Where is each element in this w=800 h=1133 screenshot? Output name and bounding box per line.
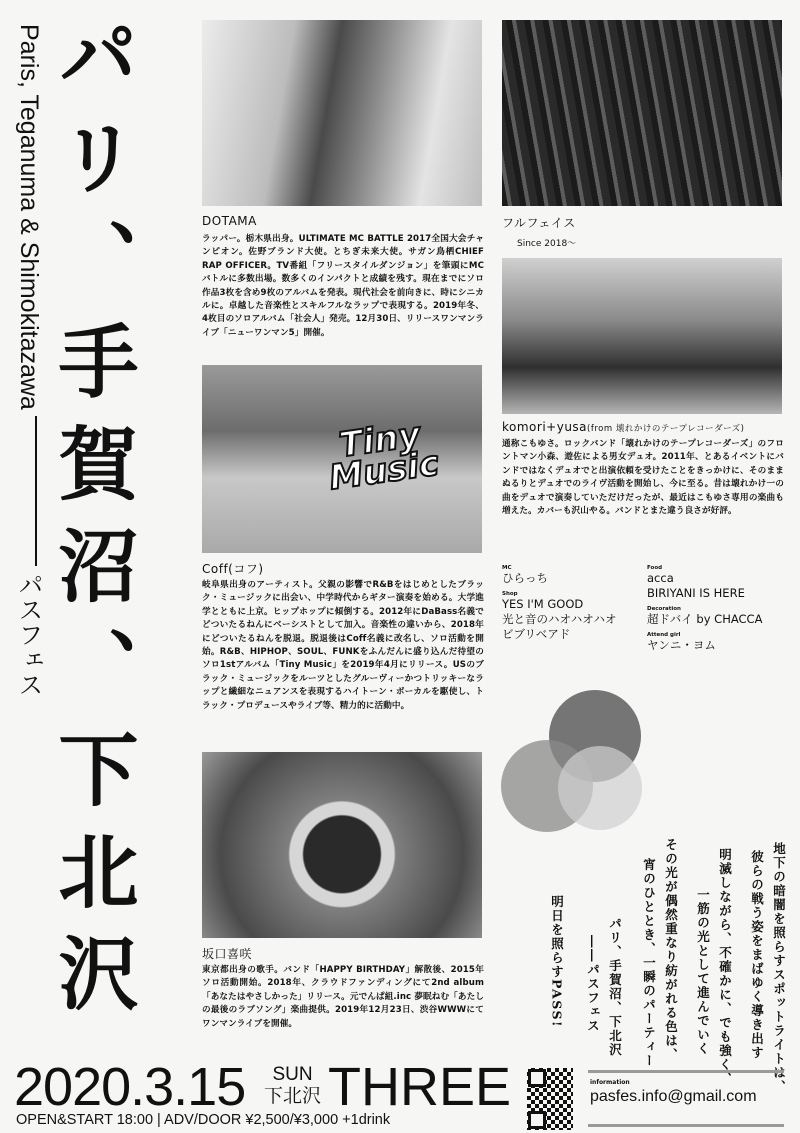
artist-bio-sakaguchi: 東京都出身の歌手。バンド「HAPPY BIRTHDAY」解散後、2015年ソロ活動開始。2018年、クラウドファンディングにて2nd album「あなたはやさしかった」リリース。元でんぱ組.inc 夢眠ねむ「あたしの最後のラブソング」楽曲提供。2019年12月23日、渋谷WWWにてワンマンライブを開催。 xyxy=(202,965,484,1029)
qr-code[interactable] xyxy=(527,1068,573,1130)
staff-label-mc: MC xyxy=(502,565,512,571)
dotama-photo xyxy=(202,20,482,206)
staff-label-decoration: Decoration xyxy=(647,606,681,612)
artist-bio-coff: 岐阜県出身のアーティスト。父親の影響でR&Bをはじめとしたブラック・ミュージックに出会い、中学時代からギター演奏を始める。大学進学とともに上京。ヒップホップに傾倒する。2012年にDaBass名義でどついたるねんにベーシストとして加入。音楽性の違いから、2018年にどついたるねんを脱退。脱退後はCoff名義に改名し、ソロ活動を開始。R&B、HIPHOP、SOUL、FUNKをふんだんに盛り込んだ待望のソロ1stアルバム「Tiny Music」を2019年4月にリリース。USのブラック・ミュージックをルーツとしたグルーヴィーかつトリッキーなラップと繊細なニュアンスを表現するハイトーン・ボーカルを駆使し、トラック・プロデュースやライブ等、精力的に活動中。 xyxy=(202,580,484,711)
artist-name-komori-yusa xyxy=(502,420,744,434)
staff-column-left xyxy=(502,565,632,642)
overlapping-circles-graphic xyxy=(500,688,650,838)
staff-label-food: Food xyxy=(647,565,663,571)
poem-line-3: 明滅しながら、不確かに、でも強く、 xyxy=(717,848,733,1086)
staff-shop-0: YES I'M GOOD xyxy=(502,597,584,611)
circle-right xyxy=(558,746,642,830)
staff-shop-2: ビブリベアド xyxy=(502,627,571,641)
artist-name-sakaguchi: 坂口喜咲 xyxy=(202,947,253,961)
tiny-music-logo: Tiny Music xyxy=(326,414,442,498)
poem-line-1: 地下の暗闇を照らすスポットライトは、 xyxy=(771,842,787,1094)
staff-mc-0: ひらっち xyxy=(502,571,548,585)
artist-name-fullface: フルフェイス xyxy=(502,216,576,230)
komori-yusa-photo xyxy=(502,258,782,414)
staff-label-attend: Attend girl xyxy=(647,632,681,638)
staff-attend-0: ヤンニ・ヨム xyxy=(647,638,716,652)
poem-line-7: パリ、手賀沼、下北沢 xyxy=(607,917,623,1057)
info-rule-top xyxy=(588,1070,784,1073)
event-area: 下北沢 xyxy=(264,1086,322,1107)
artist-name: komori+yusa xyxy=(502,420,588,434)
staff-shop-1: 光と音のハオハオハオ xyxy=(502,612,617,626)
info-email-link[interactable]: pasfes.info@gmail.com xyxy=(590,1088,757,1105)
poem-line-2: 彼らの戦う姿をまばゆく導き出す xyxy=(749,850,765,1060)
info-rule-bottom xyxy=(588,1124,784,1127)
staff-column-right xyxy=(647,565,787,653)
artist-since-fullface: Since 2018〜 xyxy=(517,239,577,249)
event-venue: THREE xyxy=(328,1057,512,1117)
event-day-area xyxy=(264,1064,321,1108)
poem-line-4: 一筋の光として進んでいく xyxy=(695,888,711,1056)
artist-bio-komori-yusa: 通称こもゆさ。ロックバンド「壊れかけのテープレコーダーズ」のフロントマン小森、遊佐による男女デュオ。2011年、とあるイベントにバンドではなくデュオでと出演依頼を受けたことをきっかけに、そのままぬるりとデュオでのライヴ活動を開始し、今に至る。昔は壊れかけ一の曲をデュオで演奏していただけだったが、最近はこもゆさ専用の楽曲も増えた。カバーも沢山やる。バンドとまた違う良さが好評。 xyxy=(502,439,784,517)
staff-food-1: BIRIYANI IS HERE xyxy=(647,586,745,600)
subtitle-brand: パスフェス xyxy=(15,571,43,697)
subtitle-dash xyxy=(35,416,37,566)
artist-name-dotama: DOTAMA xyxy=(202,214,257,228)
artist-name-coff: Coff(コフ) xyxy=(202,562,264,576)
poem-line-6: 宵のひととき、一瞬のパーティー xyxy=(641,858,657,1068)
info-label: information xyxy=(590,1079,630,1086)
artist-name-note: (from 壊れかけのテープレコーダーズ) xyxy=(587,424,745,434)
poster-title: パリ、手賀沼、下北沢 xyxy=(45,14,139,1034)
poem-line-5: その光が偶然重なり紡がれる色は、 xyxy=(663,838,679,1062)
event-date: 2020.3.15 xyxy=(14,1057,246,1117)
poster-subtitle xyxy=(16,24,41,697)
event-day: SUN xyxy=(272,1064,313,1085)
artist-bio-dotama: ラッパー。栃木県出身。ULTIMATE MC BATTLE 2017全国大会チャンピオン。佐野ブランド大使。とちぎ未来大使。サガン鳥栖CHIEF RAP OFFICER。TV番組「フリースタイルダンジョン」を筆頭にMCバトルに多数出場。数多くのインパクトと成績を残す。現在までにソロ作品3枚を含め9枚のアルバムを発表。現代社会を前向きに、時にシニカルに。卓越した音楽性とスキルフルなラップで表現する。2019年冬、4枚目のソロアルバム「社会人」発売。12月30日、リリースワンマンライブ「ニューワンマン5」開催。 xyxy=(202,234,484,338)
staff-decoration-0: 超ドバイ by CHACCA xyxy=(647,612,763,626)
poem-line-8: ――パスフェス xyxy=(585,935,601,1033)
sakaguchi-photo xyxy=(202,752,482,938)
fullface-photo xyxy=(502,20,782,206)
staff-label-shop: Shop xyxy=(502,591,518,597)
staff-food-0: acca xyxy=(647,571,674,585)
subtitle-text: Paris, Teganuma & Shimokitazawa xyxy=(15,24,43,410)
event-details: OPEN&START 18:00 | ADV/DOOR ¥2,500/¥3,000 +1drink xyxy=(16,1112,391,1128)
poem-line-9: 明日を照らすPASS! xyxy=(549,895,565,1028)
coff-photo xyxy=(202,365,482,553)
